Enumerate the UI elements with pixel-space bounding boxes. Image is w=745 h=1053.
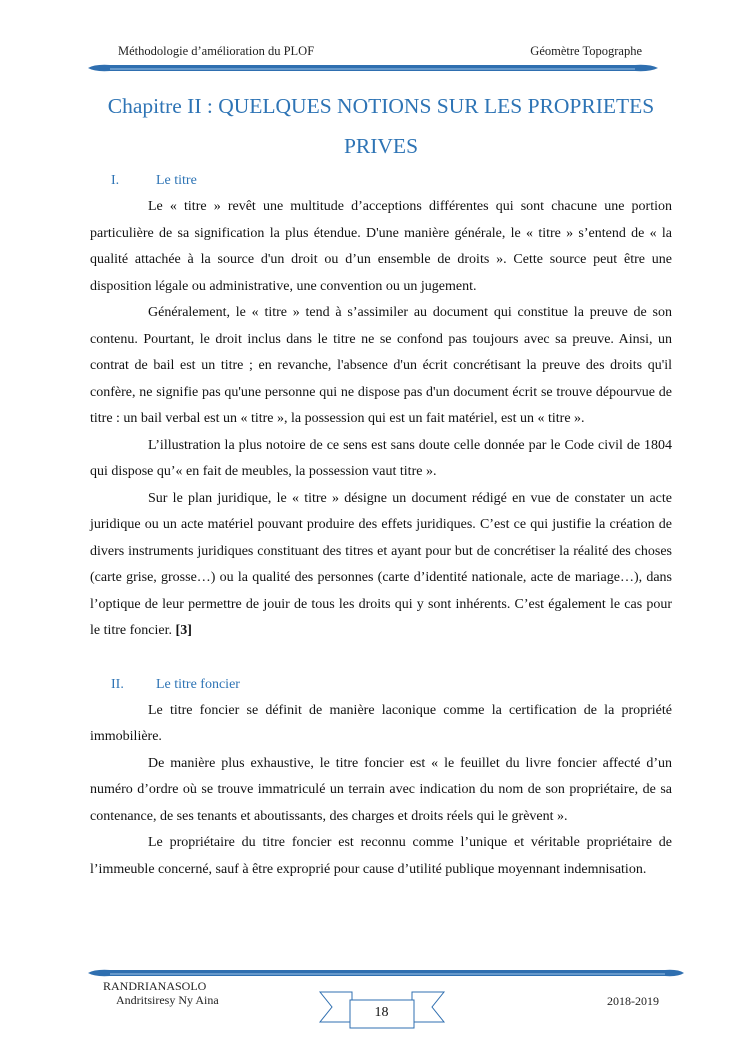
section-title: Le titre foncier bbox=[156, 676, 240, 692]
section-number: II. bbox=[111, 676, 124, 692]
header-author-role: Géomètre Topographe bbox=[530, 44, 642, 58]
paragraph: Le titre foncier se définit de manière laconique comme la certification de la propriété immobilière. bbox=[90, 702, 672, 744]
header-rule bbox=[0, 63, 745, 75]
section-number: I. bbox=[111, 173, 120, 188]
citation-reference: [3] bbox=[175, 623, 192, 638]
paragraph: Généralement, le « titre » tend à s’assimiler au document qui constitue la preuve de son contenu. Pourtant, le droit inclus dans le titre ne se confond pas toujours avec sa preuve. Ainsi, un contrat de bail est un titre ; en revanche, l'absence d'un écrit concrétisant la preuve des droits qu'il confère, ne signifie pas qu'une personne qui ne dispose pas d'un document écrit se trouve dépourvue de titre : un bail verbal est un « titre », la possession qui est un fait matériel, est un « titre ». bbox=[90, 305, 672, 426]
section-heading-titre bbox=[90, 168, 672, 194]
paragraph: Le propriétaire du titre foncier est reconnu comme l’unique et véritable propriétaire de l’immeuble concerné, sauf à être exproprié pour cause d’utilité publique moyennant indemnisation. bbox=[90, 835, 672, 877]
author-given-names: Andritsiresy Ny Aina bbox=[116, 993, 219, 1007]
author-surname: RANDRIANASOLO bbox=[103, 979, 207, 993]
page-body bbox=[90, 168, 672, 883]
paragraph: L’illustration la plus notoire de ce sens est sans doute celle donnée par le Code civil de 1804 qui dispose qu’« en fait de meubles, la possession vaut titre ». bbox=[90, 437, 672, 479]
paragraph: Le « titre » revêt une multitude d’acceptions différentes qui sont chacune une portion particulière de sa signification la plus étendue. D'une manière générale, le « titre » s’entend de « la qualité attachée à la source d'un droit ou d’un ensemble de droits ». Cette source peut être une disposition légale ou administrative, une convention ou un jugement. bbox=[90, 199, 672, 294]
page-header bbox=[118, 44, 642, 60]
chapter-title-line2: PRIVES bbox=[343, 134, 419, 158]
paragraph-with-citation bbox=[90, 486, 672, 645]
section-heading-titre-foncier bbox=[90, 672, 672, 698]
academic-year: 2018-2019 bbox=[607, 994, 659, 1008]
paragraph-text: Sur le plan juridique, le « titre » désigne un document rédigé en vue de constater un acte juridique ou un acte matériel pouvant produire des effets juridiques. C’est ce qui justifie la création de divers instruments juridiques constituant des titres et ayant pour but de concrétiser la réalité des choses (carte grise, grosse…) ou la qualité des personnes (carte d’identité nationale, acte de mariage…), dans l’optique de leur permettre de jouir de tous les droits qui y sont inhérents. C’est également le cas pour le titre foncier. bbox=[90, 490, 672, 638]
section-title: Le titre bbox=[156, 173, 197, 188]
header-document-title: Méthodologie d’amélioration du PLOF bbox=[118, 44, 315, 58]
chapter-title-line1: Chapitre II : QUELQUES NOTIONS SUR LES PROPRIETES bbox=[107, 94, 655, 118]
footer-author bbox=[103, 979, 219, 1007]
chapter-title bbox=[90, 86, 672, 166]
paragraph: De manière plus exhaustive, le titre foncier est « le feuillet du livre foncier affecté d’un numéro d’ordre où se trouve immatriculé un terrain avec indication du nom de son propriétaire, de sa contenance, de ses tenants et aboutissants, des charges et droits réels qui le grèvent ». bbox=[90, 755, 672, 824]
page-number: 18 bbox=[374, 1005, 389, 1020]
